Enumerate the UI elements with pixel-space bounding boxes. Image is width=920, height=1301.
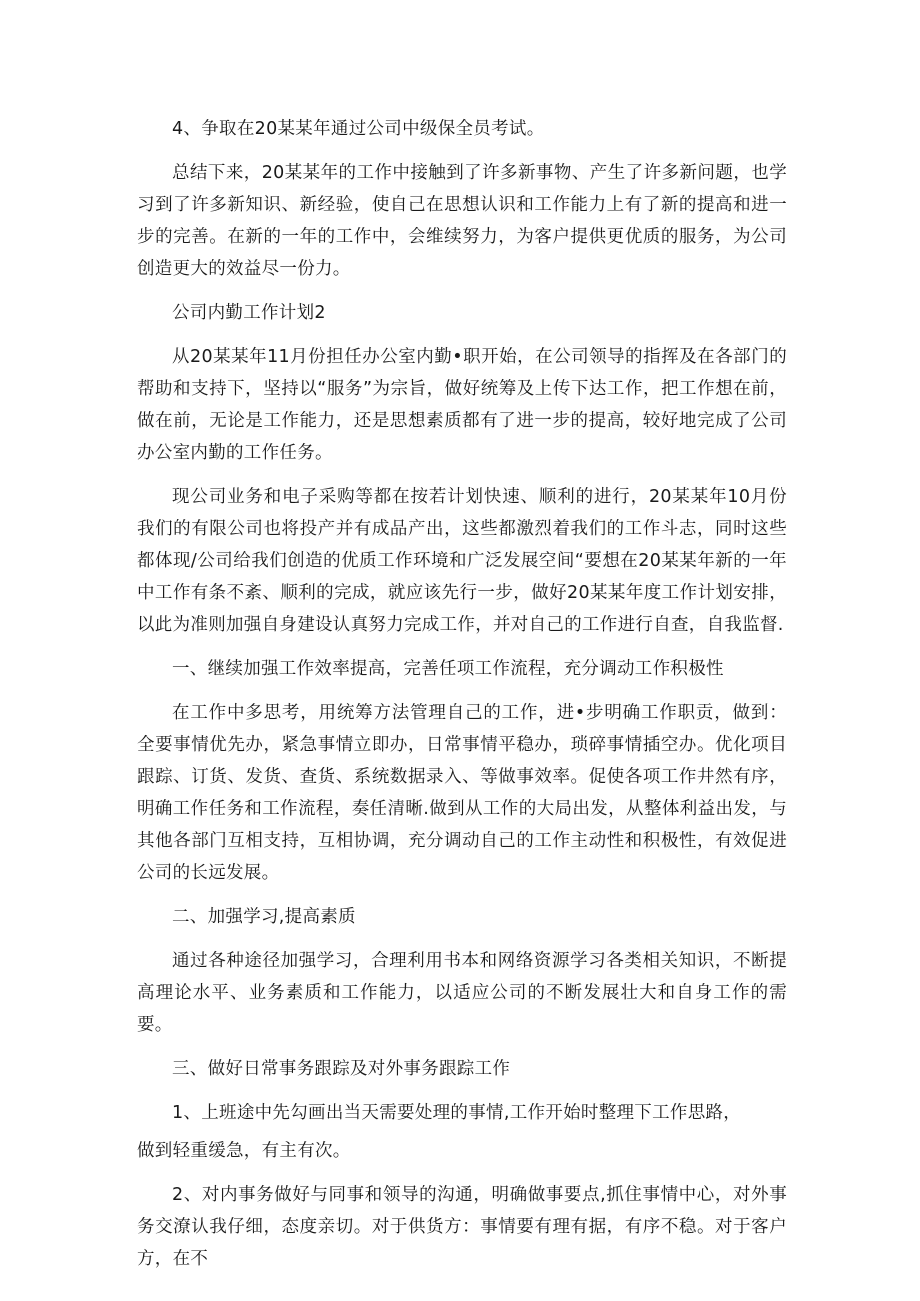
section-title-plan-2: 公司内勤工作计划2	[172, 303, 326, 323]
heading-section-2: 二、加强学习,提高素质	[172, 907, 356, 927]
paragraph-item-1-continued: 做到轻重缓急，有主有次。	[137, 1141, 351, 1161]
paragraph-item-1: 1、上班途中先勾画出当天需要处理的事情,工作开始时整理下工作思路，	[172, 1103, 742, 1123]
document-body	[137, 113, 787, 1287]
paragraph-item-2: 2、对内事务做好与同事和领导的沟通，明确做事要点,抓住事情中心，对外事务交潦认我仔细，态度亲切。对于供货方：事情要有理有据，有序不稳。对于客户方，在不	[137, 1185, 787, 1269]
heading-section-3: 三、做好日常事务跟踪及对外事务跟踪工作	[172, 1059, 511, 1079]
paragraph-summary: 总结下来，20某某年的工作中接触到了许多新事物、产生了许多新问题，也学习到了许多新知识、新经验，使自己在思想认识和工作能力上有了新的提高和进一步的完善。在新的一年的工作中，会维续努力，为客户提供更优质的服务，为公司创造更大的效益尽一份力。	[137, 163, 787, 279]
paragraph-section-2: 通过各种途径加强学习，合理利用书本和网络资源学习各类相关知识，不断提高理论水平、业务素质和工作能力，以适应公司的不断发展壮大和自身工作的需要。	[137, 951, 787, 1035]
heading-section-1: 一、继续加强工作效率提高，完善任项工作流程，充分调动工作积极性	[172, 659, 724, 679]
paragraph-section-1: 在工作中多思考，用统筹方法管理自己的工作，进•步明确工作职贡，做到：全要事情优先办，紧急事情立即办，日常事情平稳办，琐碎事情插空办。优化项目跟踪、订货、发货、查货、系统数据录入、等做事效率。促使各项工作井然有序，明确工作任务和工作流程，奏任清晰.做到从工作的大局出发，从整体利益出发，与其他各部门互相支持，互相协调，充分调动自己的工作主动性和积极性，有效促进公司的长远发展。	[137, 703, 787, 883]
paragraph-current-status: 现公司业务和电子采购等都在按若计划快速、顺利的进行，20某某年10月份我们的有限公司也将投产并有成品产出，这些都激烈着我们的工作斗志，同时这些都体现/公司给我们创造的优质工作环境和广泛发展空间“要想在20某某年新的一年中工作有条不紊、顺利的完成，就应该先行一步，做好20某某年度工作计划安排，以此为准则加强自身建设认真努力完成工作，并对自己的工作进行自查，自我监督.	[137, 487, 787, 635]
paragraph-goal-4: 4、争取在20某某年通过公司中级保全员考试。	[172, 119, 545, 139]
paragraph-intro: 从20某某年11月份担任办公室内勤•职开始，在公司领导的指挥及在各部门的帮助和支持下，坚持以“服务”为宗旨，做好统筹及上传下达工作，把工作想在前，做在前，无论是工作能力，还是思想素质都有了进一步的提高，较好地完成了公司办公室内勤的工作任务。	[137, 347, 787, 463]
